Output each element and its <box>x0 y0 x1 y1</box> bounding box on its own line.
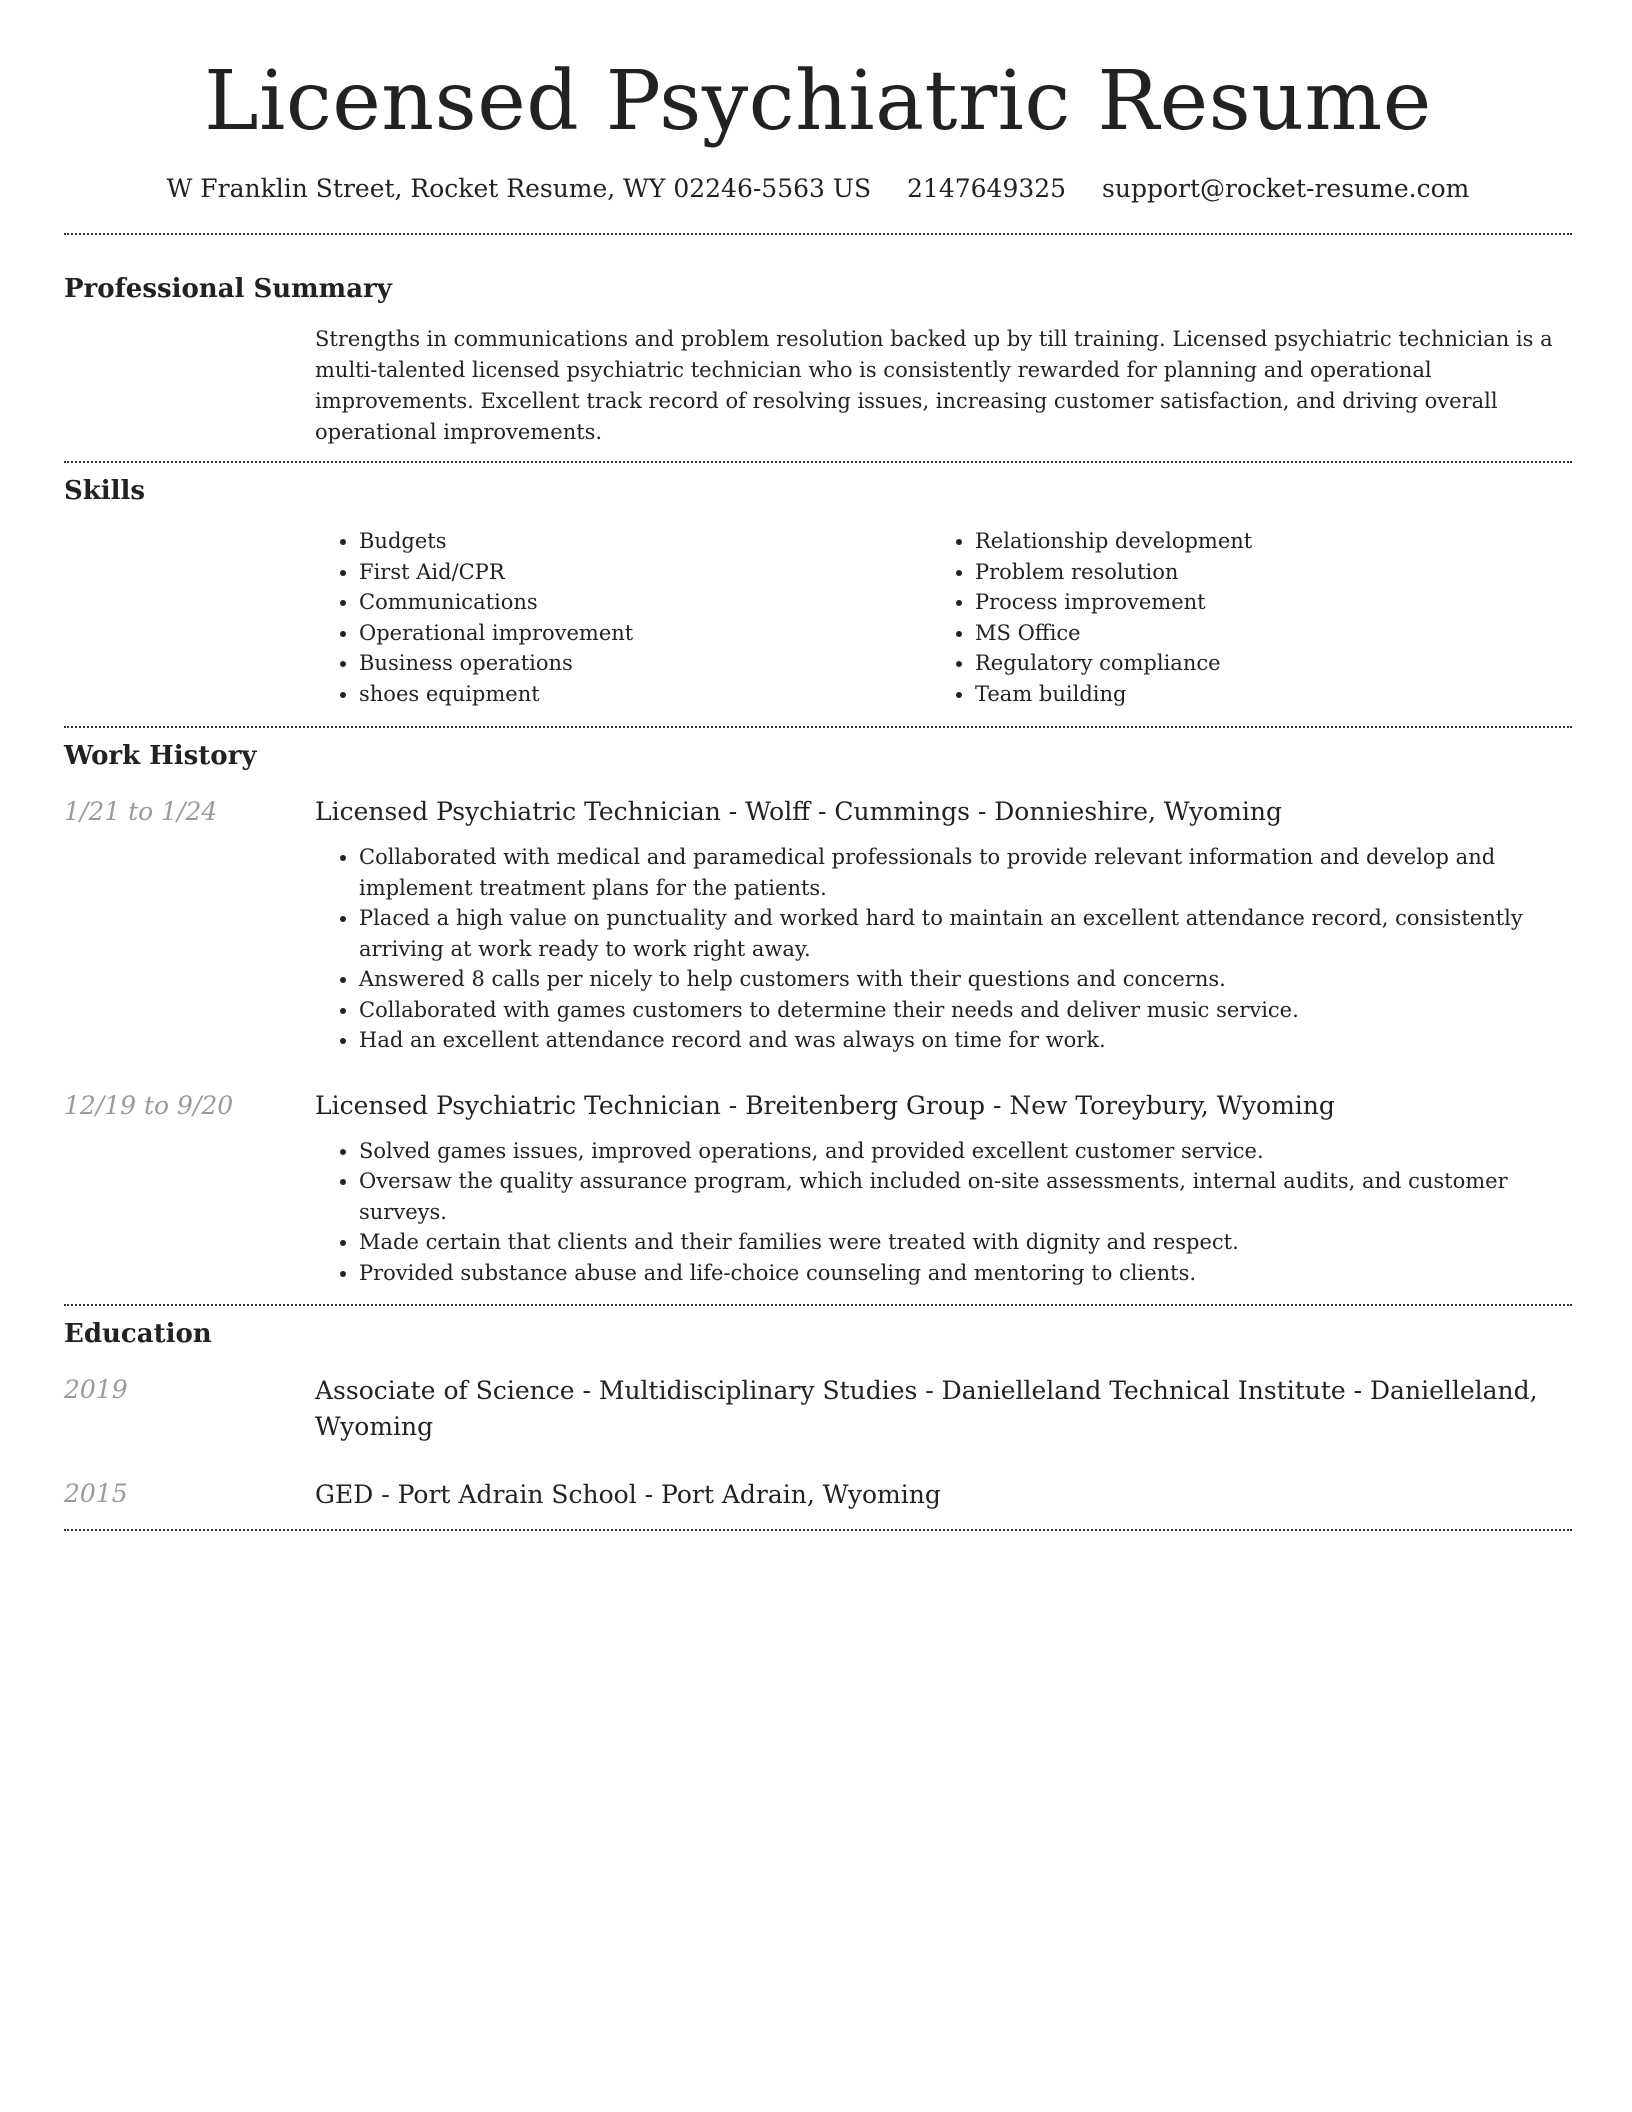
resume-page <box>64 0 1572 1531</box>
job-bullets <box>315 842 1572 1056</box>
job-bullet: • Collaborated with medical and paramedical professionals to provide relevant information and develop and implement treatment plans for the patients. <box>359 842 1572 903</box>
skills-list-1 <box>315 526 931 709</box>
job-title: Licensed Psychiatric Technician - Breitenberg Group - New Toreybury, Wyoming <box>315 1090 1335 1120</box>
job-bullet: • Made certain that clients and their families were treated with dignity and respect. <box>359 1227 1572 1258</box>
job-bullets <box>315 1136 1572 1289</box>
job-bullet: • Collaborated with games customers to determine their needs and deliver music service. <box>359 995 1572 1026</box>
resume-title: Licensed Psychiatric Resume <box>204 54 1432 149</box>
job-dates: 1/21 to 1/24 <box>64 797 218 826</box>
skill-item: • Operational improvement <box>359 618 931 649</box>
skill-item: • Communications <box>359 587 931 618</box>
divider-work <box>64 1304 1572 1306</box>
skill-item: • Regulatory compliance <box>975 648 1252 679</box>
skill-item: • Budgets <box>359 526 931 557</box>
summary-section <box>64 272 1572 448</box>
work-section <box>64 739 1572 1288</box>
contact-address: W Franklin Street, Rocket Resume, WY 02246-5563 US <box>166 174 872 203</box>
contact-line <box>64 172 1572 206</box>
job-entry <box>64 1089 1572 1289</box>
job-bullet: • Solved games issues, improved operations, and provided excellent customer service. <box>359 1136 1572 1167</box>
skills-lists <box>315 526 1572 709</box>
education-heading: Education <box>64 1319 212 1349</box>
skill-item: • shoes equipment <box>359 679 931 710</box>
education-year: 2015 <box>64 1479 128 1508</box>
skill-item: • Problem resolution <box>975 557 1252 588</box>
skill-item: • Relationship development <box>975 526 1252 557</box>
education-entry <box>64 1477 1572 1513</box>
summary-heading: Professional Summary <box>64 274 392 304</box>
skills-section <box>64 474 1572 709</box>
skills-list-2 <box>931 526 1252 709</box>
skill-item: • First Aid/CPR <box>359 557 931 588</box>
job-bullet: • Oversaw the quality assurance program, which included on-site assessments, internal audits, and customer surveys. <box>359 1166 1572 1227</box>
education-title: GED - Port Adrain School - Port Adrain, Wyoming <box>315 1480 941 1509</box>
work-heading: Work History <box>64 741 257 771</box>
skill-item: • Process improvement <box>975 587 1252 618</box>
summary-text: Strengths in communications and problem resolution backed up by till training. Licensed psychiatric technician is a multi-talented licensed psychiatric technician who is consistently rewarded for planning and operational improvements. Excellent track record of resolving issues, increasing customer satisfaction, and driving overall operational improvements. <box>315 327 1553 444</box>
education-year: 2019 <box>64 1375 128 1404</box>
contact-email: support@rocket-resume.com <box>1102 174 1470 203</box>
skill-item: • Team building <box>975 679 1252 710</box>
divider-header <box>64 233 1572 235</box>
education-title: Associate of Science - Multidisciplinary Studies - Danielleland Technical Institute - Danielleland, Wyoming <box>315 1376 1538 1441</box>
summary-left-spacer <box>64 324 315 448</box>
divider-education <box>64 1529 1572 1531</box>
skills-left-spacer <box>64 526 315 709</box>
education-section <box>64 1317 1572 1513</box>
skills-heading: Skills <box>64 476 146 506</box>
job-title: Licensed Psychiatric Technician - Wolff - Cummings - Donnieshire, Wyoming <box>315 797 1283 826</box>
job-bullet: • Had an excellent attendance record and was always on time for work. <box>359 1025 1572 1056</box>
job-bullet: • Answered 8 calls per nicely to help customers with their questions and concerns. <box>359 964 1572 995</box>
divider-skills <box>64 726 1572 728</box>
job-entry <box>64 795 1572 1056</box>
job-bullet: • Placed a high value on punctuality and worked hard to maintain an excellent attendance record, consistently arriving at work ready to work right away. <box>359 903 1572 964</box>
skill-item: • MS Office <box>975 618 1252 649</box>
job-dates: 12/19 to 9/20 <box>64 1090 234 1120</box>
divider-summary <box>64 461 1572 463</box>
education-entry <box>64 1373 1572 1445</box>
skill-item: • Business operations <box>359 648 931 679</box>
job-bullet: • Provided substance abuse and life-choice counseling and mentoring to clients. <box>359 1258 1572 1289</box>
contact-phone: 2147649325 <box>907 174 1067 203</box>
